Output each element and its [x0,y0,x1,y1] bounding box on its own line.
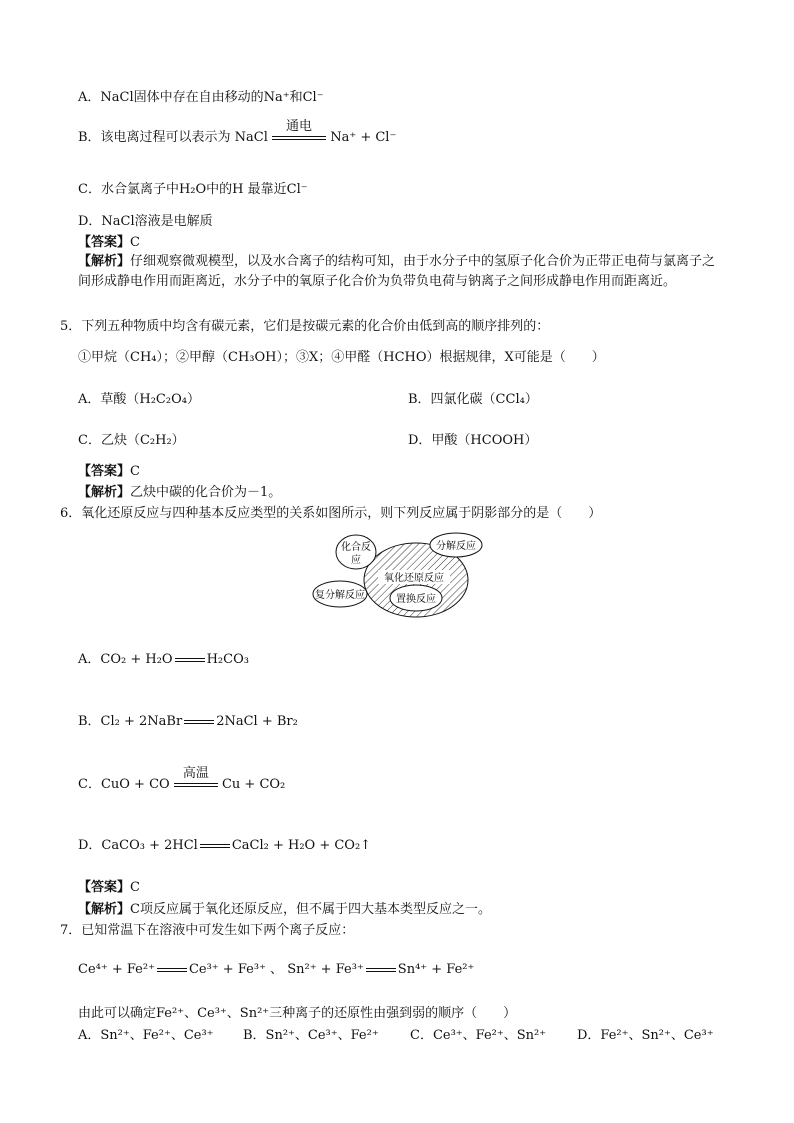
q4-analysis-text: 仔细观察微观模型，以及水合离子的结构可知，由于水分子中的氢原子化合价为正带正电荷与氯离子之间形成静电作用而距离近，水分子中的氧原子化合价为负带负电荷与钠离子之间形成静电作用而距离近。 [78,254,716,289]
q7-question: 由此可以确定Fe²⁺、Ce³⁺、Sn²⁺三种离子的还原性由强到弱的顺序（ ） [78,1006,517,1021]
q7-option-a: A．Sn²⁺、Fe²⁺、Ce³⁺ [78,1028,214,1043]
q6-option-b-left: B．Cl₂ + 2NaBr [78,714,183,729]
q4-answer-value: C [130,235,140,250]
q5-analysis-tag: 【解析】 [78,485,131,500]
q4-option-b-condition: 通电 [286,119,313,134]
q6-option-c [78,766,286,792]
q6-option-d-right: CaCl₂ + H₂O + CO₂↑ [231,838,372,853]
q4-option-b-arrow [272,119,326,145]
redox-venn-diagram [310,532,500,624]
q7-reaction2-left: Sn²⁺ + Fe³⁺ [287,962,364,977]
q6-option-d [78,834,371,853]
q6-option-a-right: H₂CO₃ [206,652,249,667]
q7-reaction1-right: Ce³⁺ + Fe³⁺ [188,962,266,977]
q5-list: ①甲烷（CH₄）；②甲醇（CH₃OH）；③X；④甲醛（HCHO）根据规律，X可能是（ ） [78,350,605,365]
q5-answer-value: C [130,464,140,479]
decomposition-label: 分解反应 [436,541,476,552]
q5-stem: 5．下列五种物质中均含有碳元素，它们是按碳元素的化合价由低到高的顺序排列的： [60,319,550,334]
q4-analysis [78,252,718,292]
q6-answer-value: C [130,880,140,895]
q7-stem: 7．已知常温下在溶液中可发生如下两个离子反应： [60,923,355,938]
venn-svg [310,532,500,624]
q4-option-b-prefix: B．该电离过程可以表示为 NaCl [78,130,268,145]
q6-analysis [78,898,491,917]
q7-option-b: B．Sn²⁺、Ce³⁺、Fe²⁺ [243,1028,379,1043]
q5-analysis-text: 乙炔中碳的化合价为－1。 [130,485,282,500]
q4-option-d: D．NaCl溶液是电解质 [78,214,213,229]
q4-analysis-tag: 【解析】 [78,254,131,269]
q6-option-c-left: C．CuO + CO [78,777,170,792]
q6-option-d-left: D．CaCO₃ + 2HCl [78,838,198,853]
q4-option-a: A．NaCl固体中存在自由移动的Na⁺和Cl⁻ [78,90,324,105]
q6-option-b [78,710,298,729]
q6-option-b-right: 2NaCl + Br₂ [216,714,298,729]
q4-option-c: C．水合氯离子中H₂O中的H 最靠近Cl⁻ [78,182,308,197]
displacement-label: 置换反应 [396,594,436,605]
q5-option-c: C．乙炔（C₂H₂） [78,433,185,448]
q5-option-d: D．甲酸（HCOOH） [408,433,538,448]
q5-answer-tag: 【答案】 [78,464,131,479]
q5-analysis [78,481,281,500]
q6-option-a [78,648,249,667]
q7-separator: 、 [270,962,284,977]
q7-reaction2-right: Sn⁴⁺ + Fe²⁺ [397,962,475,977]
q6-analysis-tag: 【解析】 [78,902,131,917]
q6-option-c-arrow [174,766,218,792]
q5-option-a: A．草酸（H₂C₂O₄） [78,392,200,407]
q6-option-c-condition: 高温 [182,766,209,781]
q7-reaction1-left: Ce⁴⁺ + Fe²⁺ [78,962,155,977]
q6-answer [78,876,140,895]
q5-answer [78,460,140,479]
q6-analysis-text: C项反应属于氧化还原反应，但不属于四大基本类型反应之一。 [130,902,491,917]
combination-label-1: 化合反 [341,542,371,553]
double-decomp-label: 复分解反应 [315,590,365,601]
q4-answer [78,231,140,250]
q6-stem: 6．氧化还原反应与四种基本反应类型的关系如图所示，则下列反应属于阴影部分的是（ ） [60,506,602,521]
q4-answer-tag: 【答案】 [78,235,131,250]
q7-reactions [78,958,474,977]
q4-option-b [78,119,397,145]
q7-option-c: C．Ce³⁺、Fe²⁺、Sn²⁺ [410,1028,547,1043]
q4-option-b-suffix: Na⁺ + Cl⁻ [330,130,397,145]
q5-option-b: B．四氯化碳（CCl₄） [408,392,538,407]
q7-option-d: D．Fe²⁺、Sn²⁺、Ce³⁺ [577,1028,714,1043]
q6-option-a-left: A．CO₂ + H₂O [78,652,173,667]
redox-label: 氧化还原反应 [384,573,444,584]
combination-label-2: 应 [351,555,361,566]
q6-option-c-right: Cu + CO₂ [221,777,286,792]
q6-answer-tag: 【答案】 [78,880,131,895]
